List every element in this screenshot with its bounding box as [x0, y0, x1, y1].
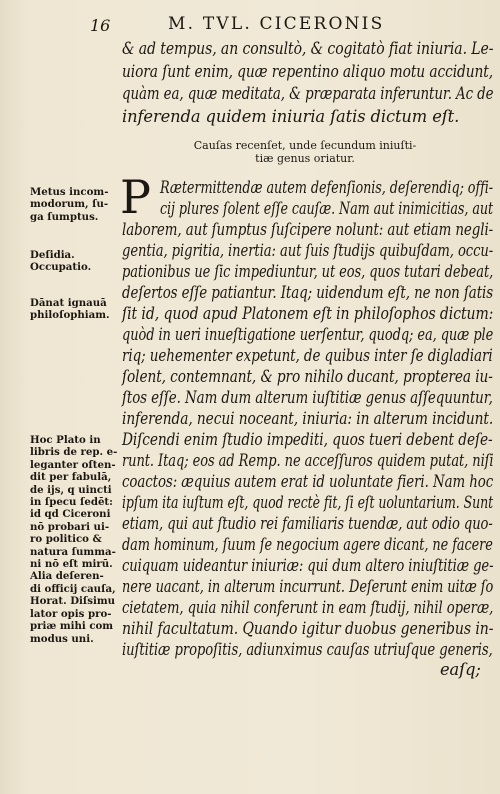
margin-note-line: nō probari ui- [30, 520, 110, 533]
section-heading-line: Cauſas recenſet, unde ſecundum iniuſti- [193, 139, 417, 152]
body-line: runt. Itaq; eos ad Remp. ne acceſſuros quidem putat, niſi [122, 451, 494, 470]
body-line: dam hominum, ſuum ſe negocium agere dicant, ne facere [122, 535, 493, 554]
margin-note-line: libris de rep. e- [30, 446, 118, 459]
margin-note [30, 186, 108, 223]
body-line: ſtos eſſe. Nam dum alterum iuſtitiæ genus aſſequuntur, [122, 388, 493, 407]
body-line: gentia, pigritia, inertia: aut ſuis ſtudijs quibuſdam, occu- [122, 241, 494, 260]
top-line: quàm ea, quæ meditata, & præparata inferuntur. Ac de [122, 84, 494, 103]
body-line: Rætermittendæ autem defenſionis, deſerendiq; offi- [160, 178, 494, 197]
running-head: M. TVL. CICERONIS [168, 14, 385, 34]
section-heading [190, 139, 420, 165]
body-line: nere uacant, in alterum incurrunt. Deſerunt enim uitæ ſo [122, 577, 494, 596]
body-line: deſertos eſſe patiantur. Itaq; uidendum eſt, ne non ſatis [122, 283, 493, 302]
top-line: inferenda quidem iniuria ſatis dictum eſt. [122, 107, 460, 126]
margin-note-line: Occupatio. [30, 261, 92, 274]
body-line: laborem, aut ſumptus ſuſcipere nolunt: aut etiam negli- [122, 220, 494, 239]
body-line: ſolent, contemnant, & pro nihilo ducant, propterea iu- [122, 367, 493, 386]
margin-note [30, 249, 91, 274]
margin-note-line: Metus incom- [30, 186, 109, 198]
margin-note-line: natura ſumma- [30, 545, 116, 558]
margin-note [30, 297, 110, 322]
margin-note-line: di officij cauſa, [30, 582, 116, 595]
catchword: eaſq; [440, 660, 481, 679]
margin-note-line: lator opis pro- [30, 607, 112, 620]
page-header [0, 14, 500, 38]
body-line: cietatem, quia nihil conferunt in eam ſtudij, nihil operæ, [122, 598, 494, 617]
drop-cap: P [120, 170, 151, 224]
margin-note-line: Hoc Plato in [30, 434, 101, 446]
margin-note-line: ga ſumptus. [30, 210, 99, 223]
margin-note-line: in ſpecu ſedēt: [30, 496, 113, 509]
body-line: ipſum ita iuſtum eſt, quod rectè fit, ſi eſt uoluntarium. Sunt [122, 493, 494, 512]
body-line: Diſcendi enim ſtudio impediti, quos tueri debent deſe- [122, 430, 493, 449]
margin-note-line: ni nō eſt mirū. [30, 558, 113, 571]
section-heading-line: tiæ genus oriatur. [255, 152, 355, 165]
body-line: riq; uehementer expetunt, de quibus inter ſe digladiari [122, 346, 493, 365]
margin-note-line: modorum, ſu- [30, 198, 109, 211]
margin-note-line: ro politico & [30, 533, 102, 546]
body-line: etiam, qui aut ſtudio rei familiaris tuendæ, aut odio quo- [122, 514, 493, 533]
margin-note-line: priæ mihi com [30, 620, 114, 633]
body-line: cij plures ſolent eſſe cauſæ. Nam aut inimicitias, aut [160, 199, 493, 218]
body-line: cuiquam uideantur iniuriæ: qui dum altero iniuſtitiæ ge- [122, 556, 494, 575]
margin-note-line: Alia deſeren- [30, 570, 104, 583]
page-number: 16 [90, 16, 111, 35]
margin-note-line: philoſophiam. [30, 309, 110, 322]
body-line: quòd in ueri inueſtigatione uerſentur, quodq; ea, quæ ple [122, 325, 494, 344]
top-line: uiora ſunt enim, quæ repentino aliquo motu accidunt, [122, 62, 494, 81]
margin-note-line: Dānat ignauā [30, 297, 107, 309]
body-line: pationibus ue ſic impediuntur, ut eos, quos tutari debeat, [122, 262, 494, 281]
margin-note-line: dit per fabulā, [30, 471, 112, 484]
body-line: nihil facultatum. Quando igitur duobus generibus in- [122, 619, 494, 638]
margin-note-line: id qd Ciceroni [30, 508, 111, 521]
body-line: ſit id, quod apud Platonem eſt in philoſophos dictum: [122, 304, 494, 323]
body-line: coactos: æquius autem erat id uoluntate fieri. Nam hoc [122, 472, 494, 491]
margin-note [30, 434, 117, 645]
margin-note-line: Horat. Diſsimu [30, 595, 116, 608]
margin-note-line: modus uni. [30, 632, 94, 645]
margin-note-line: de ijs, q uincti [30, 483, 112, 496]
margin-note-line: Deſidia. [30, 249, 75, 261]
margin-note-line: leganter oſten- [30, 458, 116, 471]
top-line: & ad tempus, an consultò, & cogitatò fiat iniuria. Le- [122, 39, 494, 58]
body-line: inferenda, necui noceant, iniuria: in alterum incidunt. [122, 409, 494, 428]
body-line: iuſtitiæ propoſitis, adiunximus cauſas utriuſque generis, [122, 640, 493, 659]
